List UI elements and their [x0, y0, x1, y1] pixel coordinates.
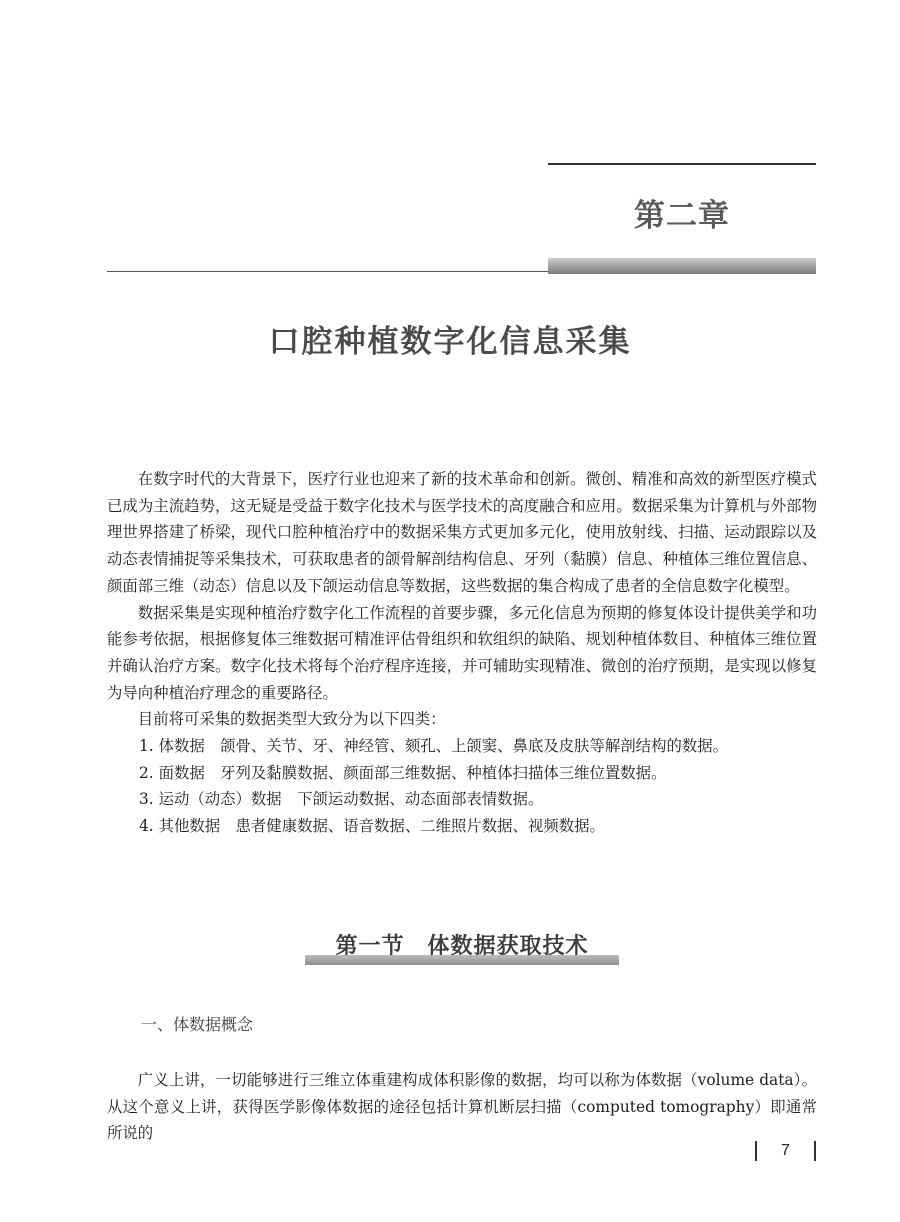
intro-paragraph-1: 在数字时代的大背景下，医疗行业也迎来了新的技术革命和创新。微创、精准和高效的新型医疗模式已成为主流趋势，这无疑是受益于数字化技术与医学技术的高度融合和应用。数据采集为计算机与外部物理世界搭建了桥梁，现代口腔种植治疗中的数据采集方式更加多元化，使用放射线、扫描、运动跟踪以及动态表情捕捉等采集技术，可获取患者的颌骨解剖结构信息、牙列（黏膜）信息、种植体三维位置信息、颜面部三维（动态）信息以及下颌运动信息等数据，这些数据的集合构成了患者的全信息数字化模型。 — [107, 470, 817, 595]
page-number: 7 — [781, 1142, 790, 1159]
data-type-item-3: 3. 运动（动态）数据 下颌运动数据、动态面部表情数据。 — [139, 790, 544, 809]
data-type-item-1: 1. 体数据 颌骨、关节、牙、神经管、颏孔、上颌窦、鼻底及皮肤等解剖结构的数据。 — [139, 737, 729, 756]
page-number-bar-right — [814, 1141, 816, 1161]
chapter-label: 第二章 — [634, 198, 730, 234]
section-text — [107, 1067, 817, 1147]
intro-text — [107, 466, 817, 840]
subsection-title: 一、体数据概念 — [141, 1015, 254, 1034]
intro-paragraph-3: 目前将可采集的数据类型大致分为以下四类： — [137, 710, 446, 729]
section-title: 第一节 体数据获取技术 — [335, 934, 589, 959]
data-type-item-4: 4. 其他数据 患者健康数据、语音数据、二维照片数据、视频数据。 — [139, 817, 605, 836]
data-type-item-2: 2. 面数据 牙列及黏膜数据、颜面部三维数据、种植体扫描体三维位置数据。 — [139, 763, 667, 782]
chapter-title: 口腔种植数字化信息采集 — [268, 324, 632, 360]
chapter-divider-line — [107, 271, 548, 272]
chapter-divider-bar — [548, 258, 816, 274]
section-paragraph: 广义上讲，一切能够进行三维立体重建构成体积影像的数据，均可以称为体数据（volume data）。从这个意义上讲，获得医学影像体数据的途径包括计算机断层扫描（computed tomography）即通常所说的 — [107, 1071, 817, 1143]
chapter-top-rule — [548, 163, 816, 165]
intro-paragraph-2: 数据采集是实现种植治疗数字化工作流程的首要步骤，多元化信息为预期的修复体设计提供美学和功能参考依据，根据修复体三维数据可精准评估骨组织和软组织的缺陷、规划种植体数目、种植体三维位置并确认治疗方案。数字化技术将每个治疗程序连接，并可辅助实现精准、微创的治疗预期，是实现以修复为导向种植治疗理念的重要路径。 — [107, 603, 817, 702]
